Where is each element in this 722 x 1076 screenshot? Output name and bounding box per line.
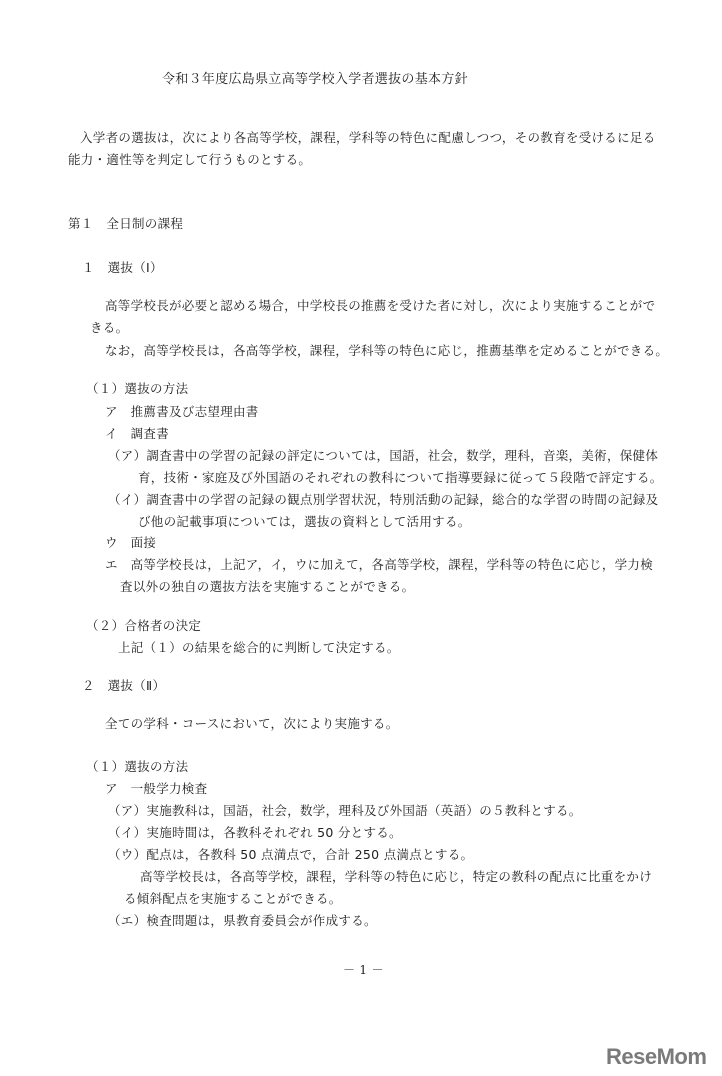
paragraph-line: 上記（１）の結果を総合的に判断して決定する。 — [118, 640, 400, 655]
paragraph-line: なお，高等学校長は，各高等学校，課程，学科等の特色に応じ，推薦基準を定めることができる。 — [105, 343, 669, 358]
subsection-heading: （２）合格者の決定 — [86, 618, 202, 633]
list-item: （イ）実施時間は，各教科それぞれ 50 分とする。 — [108, 825, 402, 840]
part-heading: 第１ 全日制の課程 — [68, 216, 184, 231]
intro-line: 能力・適性等を判定して行うものとする。 — [68, 152, 312, 167]
list-item-cont: 高等学校長は，各高等学校，課程，学科等の特色に応じ，特定の教科の配点に比重をかけ — [140, 869, 653, 884]
list-item: （ア）実施教科は，国語，社会，数学，理科及び外国語（英語）の５教科とする。 — [108, 803, 582, 818]
list-item: ウ 面接 — [105, 535, 157, 550]
section-heading: １ 選抜（Ⅰ） — [82, 260, 163, 275]
list-item: ア 推薦書及び志望理由書 — [105, 404, 259, 419]
list-item: イ 調査書 — [105, 426, 170, 441]
list-item: （ア）調査書中の学習の記録の評定については，国語，社会，数学，理科，音楽，美術，保健体 — [108, 448, 659, 463]
list-item-cont: る傾斜配点を実施することができる。 — [124, 891, 342, 906]
list-item-cont: 査以外の独自の選抜方法を実施することができる。 — [120, 579, 415, 594]
intro-line: 入学者の選抜は，次により各高等学校，課程，学科等の特色に配慮しつつ，その教育を受けるに足る — [80, 130, 656, 145]
resemom-watermark-logo: ReseMom — [606, 1044, 707, 1069]
document-title: 令和３年度広島県立高等学校入学者選抜の基本方針 — [162, 72, 468, 87]
section-heading: ２ 選抜（Ⅱ） — [82, 678, 166, 693]
paragraph-line: 全ての学科・コースにおいて，次により実施する。 — [105, 716, 399, 731]
subsection-heading: （１）選抜の方法 — [86, 759, 189, 774]
list-item: ア 一般学力検査 — [105, 781, 208, 796]
paragraph-line: きる。 — [90, 320, 129, 335]
list-item: （エ）検査問題は，県教育委員会が作成する。 — [108, 913, 377, 928]
list-item: エ 高等学校長は，上記ア，イ，ウに加えて，各高等学校，課程，学科等の特色に応じ，学力検 — [105, 557, 654, 572]
list-item: （イ）調査書中の学習の記録の観点別学習状況，特別活動の記録，総合的な学習の時間の記録及 — [108, 492, 659, 507]
paragraph-line: 高等学校長が必要と認める場合，中学校長の推薦を受けた者に対し，次により実施することがで — [105, 298, 656, 313]
list-item-cont: び他の記載事項については，選抜の資料として活用する。 — [138, 514, 471, 529]
list-item: （ウ）配点は，各教科 50 点満点で，合計 250 点満点とする。 — [108, 847, 474, 862]
subsection-heading: （１）選抜の方法 — [86, 381, 189, 396]
list-item-cont: 育，技術・家庭及び外国語のそれぞれの教科について指導要録に従って５段階で評定する。 — [138, 470, 663, 485]
page-number: － 1 － — [343, 963, 384, 977]
